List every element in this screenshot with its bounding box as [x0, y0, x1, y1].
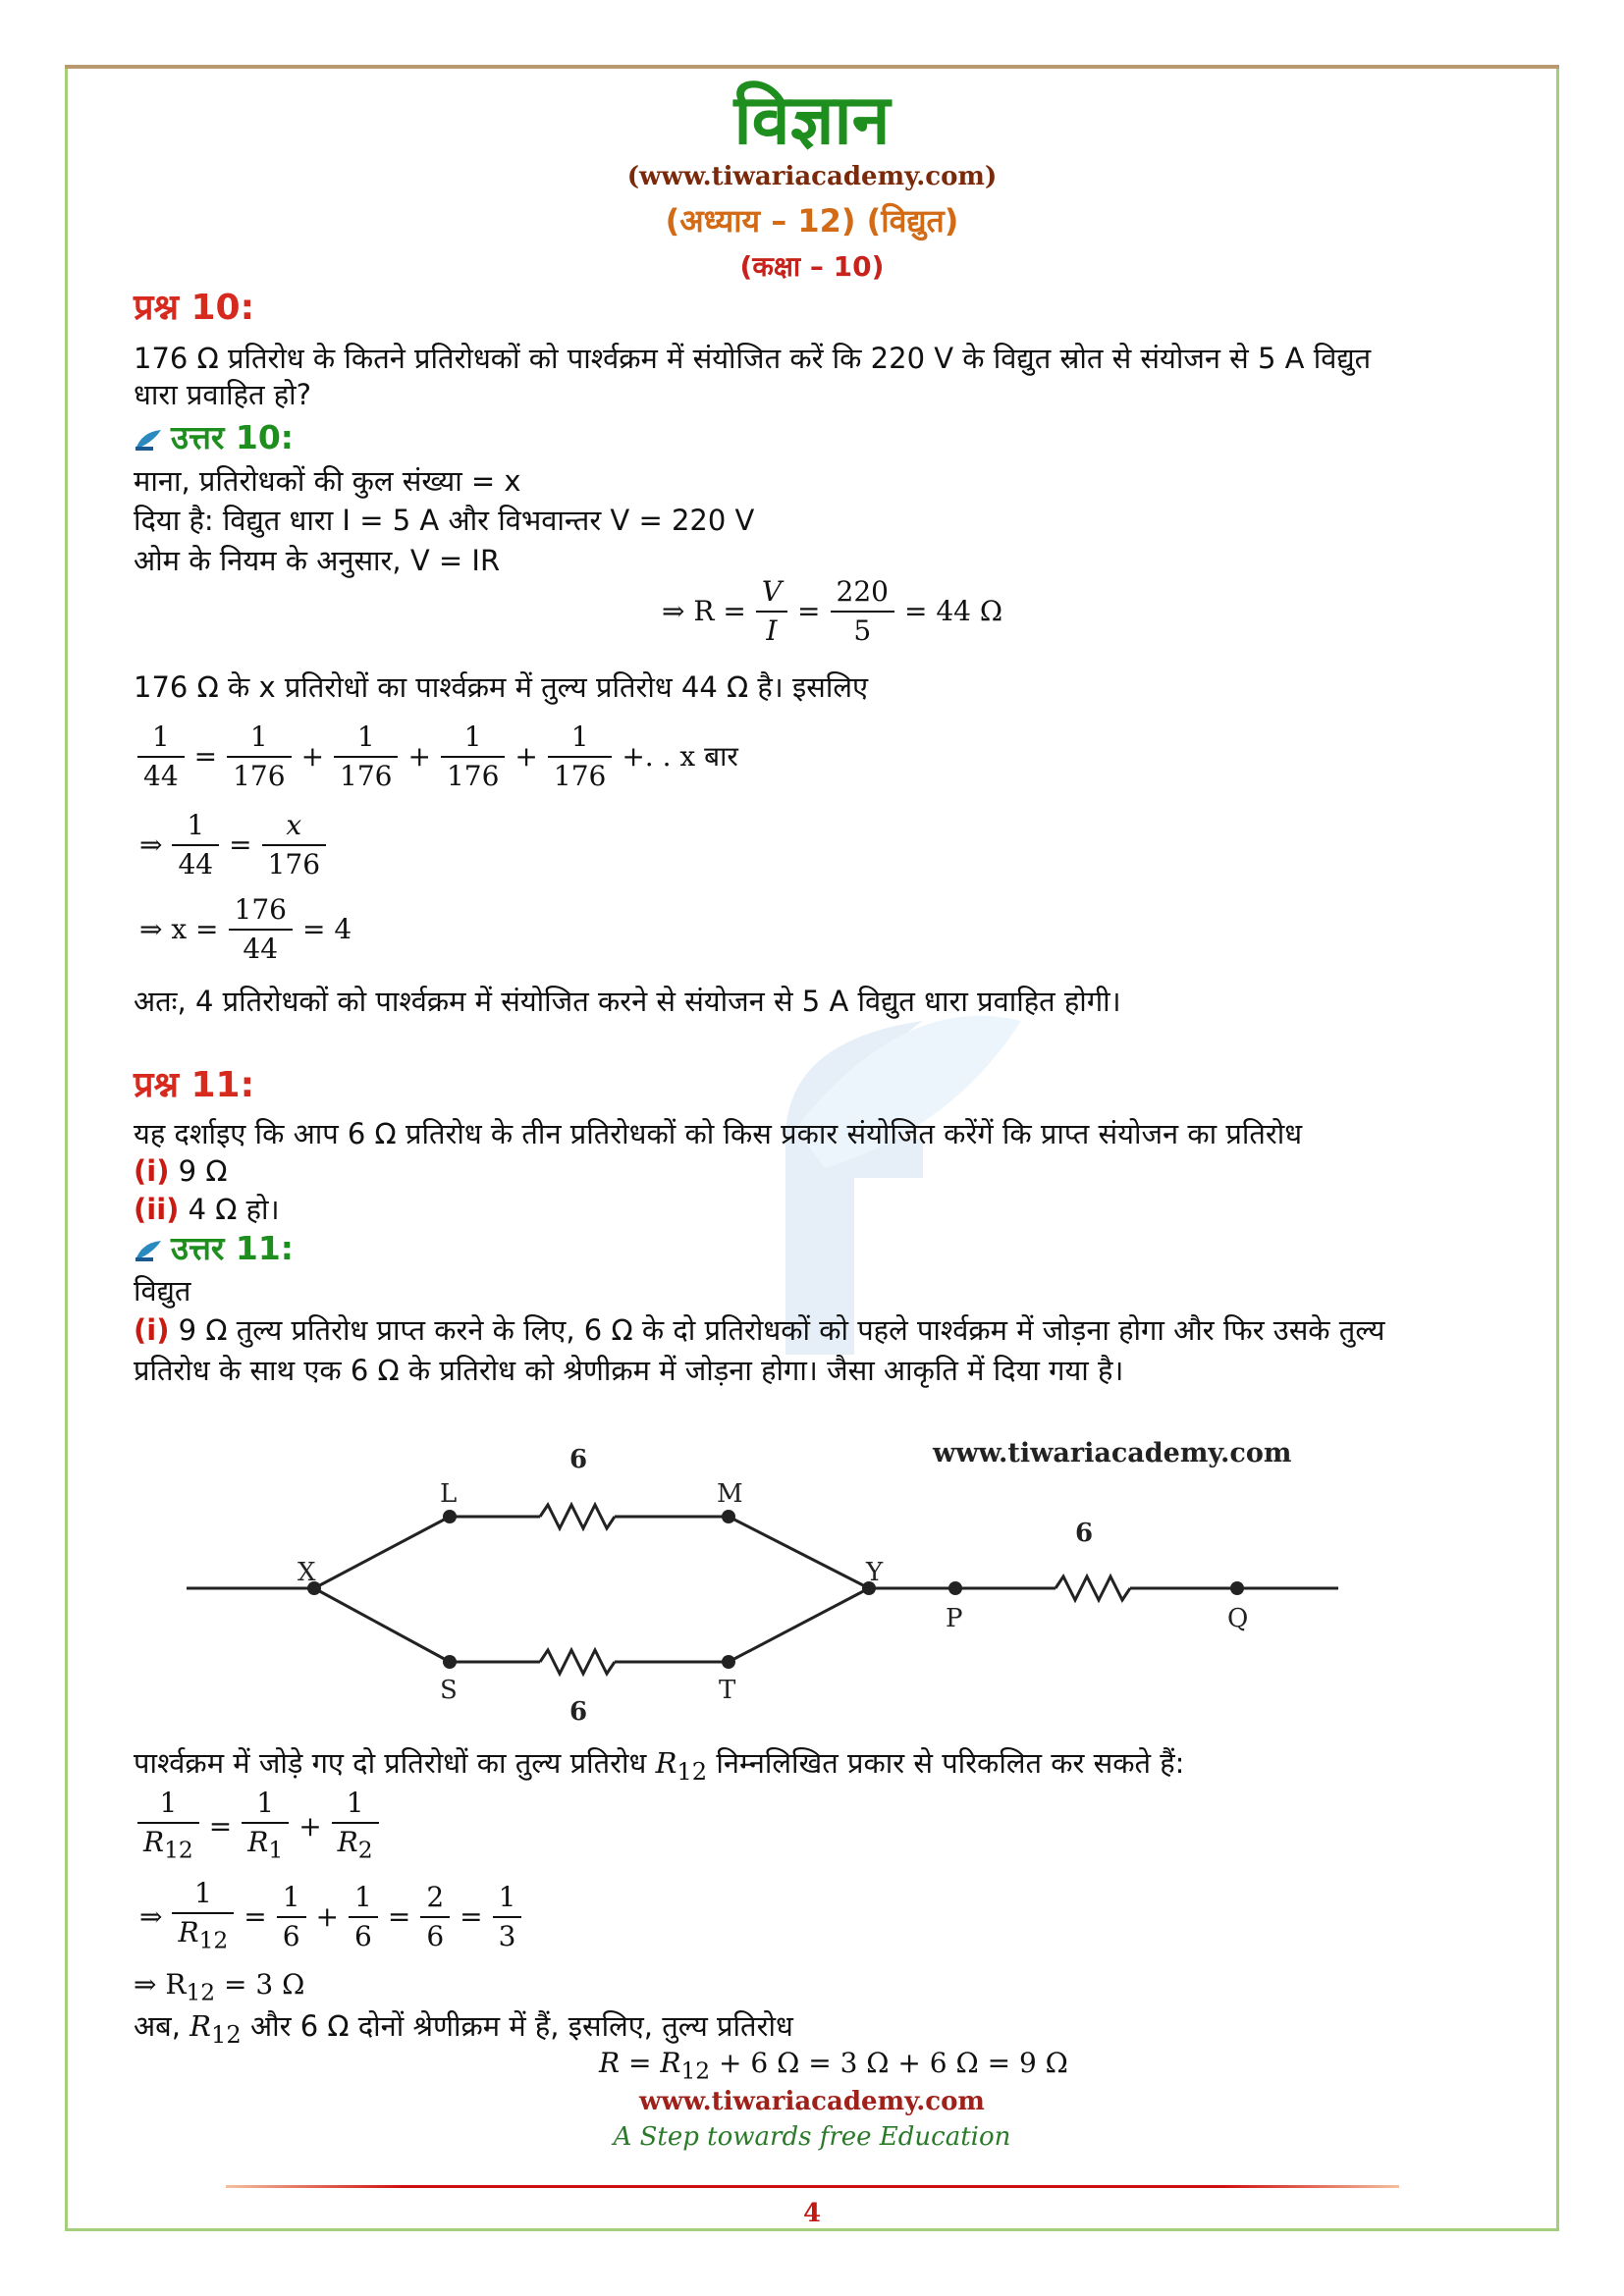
equation-resistance: ⇒ R = $\frac{V}{I}$ = $\frac{220}{5}$ = 44 Ω: [656, 573, 1008, 650]
class-subtitle: (कक्षा – 10): [739, 250, 885, 283]
fraction-220-over-5: $\frac{220}{5}$: [831, 573, 894, 650]
page-frame-top-rule: [65, 65, 1559, 69]
resistor-bottom-value: 6: [569, 1697, 588, 1727]
footer-tagline: A Step towards free Education: [613, 2122, 1011, 2152]
question-10-text-line2: धारा प्रवाहित हो?: [134, 378, 312, 411]
question-11-heading: प्रश्न 11:: [134, 1065, 254, 1105]
equation-total-resistance: $R = R_{12} + 6$ Ω = 3 Ω + 6 Ω = 9 Ω: [599, 2047, 1068, 2085]
header-website-link[interactable]: (www.tiwariacademy.com): [626, 162, 998, 191]
answer-10-heading-text: उत्तर 10:: [171, 418, 294, 456]
question-11-option-2: (ii) 4 Ω हो।: [134, 1193, 280, 1226]
equation-r12-result: ⇒ $R_{12} = 3$ Ω: [134, 1968, 305, 2006]
equation-parallel-sum: $\frac{1}{44}$ = $\frac{1}{176}$ + $\frac{1}{176}$ + $\frac{1}{176}$ + $\frac{1}{176}$ +. . x बार: [134, 719, 744, 795]
question-11-option-1: (i) 9 Ω: [134, 1154, 228, 1188]
node-t: [722, 1655, 735, 1669]
answer-10-heading: [134, 420, 294, 455]
quill-icon: [134, 428, 163, 452]
label-q: Q: [1227, 1604, 1249, 1633]
node-s: [443, 1655, 457, 1669]
page-title: विज्ञान: [733, 80, 891, 160]
answer-10-conclusion: अतः, 4 प्रतिरोधकों को पार्श्वक्रम में संयोजित करने से संयोजन से 5 A विद्युत धारा प्रवाहित होगी।: [134, 985, 1121, 1018]
label-l: L: [440, 1479, 458, 1509]
resistor-series-value: 6: [1075, 1519, 1094, 1548]
answer-10-line1: माना, प्रतिरोधकों की कुल संख्या = x: [134, 464, 521, 498]
answer-11-line5: पार्श्वक्रम में जोड़े गए दो प्रतिरोधों का तुल्य प्रतिरोध $R_{12}$ निम्नलिखित प्रकार से परिकलित कर सकते हैं:: [134, 1746, 1185, 1786]
circuit-diagram: [177, 1423, 1355, 1737]
resistor-top-value: 6: [569, 1445, 588, 1474]
label-y: Y: [866, 1558, 884, 1587]
chapter-subtitle: (अध्याय – 12) (विद्युत): [665, 202, 959, 240]
footer-website-link[interactable]: www.tiwariacademy.com: [639, 2087, 985, 2116]
answer-10-line4: 176 Ω के x प्रतिरोधों का पार्श्वक्रम में तुल्य प्रतिरोध 44 Ω है। इसलिए: [134, 670, 869, 704]
eq1-lhs: ⇒ R =: [662, 595, 746, 627]
node-m: [722, 1510, 735, 1523]
node-q: [1230, 1581, 1244, 1595]
answer-11-topic: विद्युत: [134, 1274, 191, 1308]
footer-divider: [226, 2185, 1399, 2188]
eq1-rhs: = 44 Ω: [903, 595, 1003, 627]
answer-11-para1-line1: (i) 9 Ω तुल्य प्रतिरोध प्राप्त करने के लिए, 6 Ω के दो प्रतिरोधकों को पहले पार्श्वक्रम में जोड़ना होगा और फिर उसके तुल्य: [134, 1313, 1385, 1347]
equation-parallel-formula: $\frac{1}{R_{12}}$ = $\frac{1}{R_1}$ + $\frac{1}{R_2}$: [134, 1785, 383, 1869]
answer-11-heading-text: उत्तर 11:: [171, 1229, 294, 1267]
question-10-text-line1: 176 Ω प्रतिरोध के कितने प्रतिरोधकों को पार्श्वक्रम में संयोजित करें कि 220 V के विद्युत स्रोत से संयोजन से 5 A विद्युत: [134, 342, 1372, 375]
label-x: X: [298, 1558, 316, 1587]
answer-11-line6: अब, $R_{12}$ और 6 Ω दोनों श्रेणीक्रम में हैं, इसलिए, तुल्य प्रतिरोध: [134, 2009, 793, 2049]
question-10-heading: प्रश्न 10:: [134, 288, 254, 328]
answer-11-heading: [134, 1231, 294, 1266]
answer-10-line2: दिया है: विद्युत धारा I = 5 A और विभवान्तर V = 220 V: [134, 504, 755, 537]
answer-11-para1-line2: प्रतिरोध के साथ एक 6 Ω के प्रतिरोध को श्रेणीक्रम में जोड़ना होगा। जैसा आकृति में दिया गया है।: [134, 1354, 1124, 1387]
question-11-text-line1: यह दर्शाइए कि आप 6 Ω प्रतिरोध के तीन प्रतिरोधकों को किस प्रकार संयोजित करेंगें कि प्राप्त संयोजन का प्रतिरोध: [134, 1117, 1303, 1150]
node-p: [948, 1581, 962, 1595]
label-p: P: [946, 1604, 963, 1633]
fraction-v-over-i: $\frac{V}{I}$: [756, 573, 787, 650]
label-t: T: [719, 1676, 736, 1705]
circuit-watermark-url: www.tiwariacademy.com: [933, 1438, 1292, 1468]
label-m: M: [717, 1479, 743, 1509]
quill-icon: [134, 1239, 163, 1262]
node-l: [443, 1510, 457, 1523]
page-number: 4: [802, 2199, 822, 2228]
answer-10-line3: ओम के नियम के अनुसार, V = IR: [134, 544, 501, 577]
equation-x-ratio: ⇒ $\frac{1}{44}$ = $\frac{x}{176}$: [134, 807, 330, 883]
equation-parallel-calc: ⇒ $\frac{1}{R_{12}}$ = $\frac{1}{6}$ + $\frac{1}{6}$ = $\frac{2}{6}$ = $\frac{1}{3}$: [134, 1875, 525, 1959]
equation-x-value: ⇒ x = $\frac{176}{44}$ = 4: [139, 893, 352, 965]
label-s: S: [440, 1676, 458, 1705]
